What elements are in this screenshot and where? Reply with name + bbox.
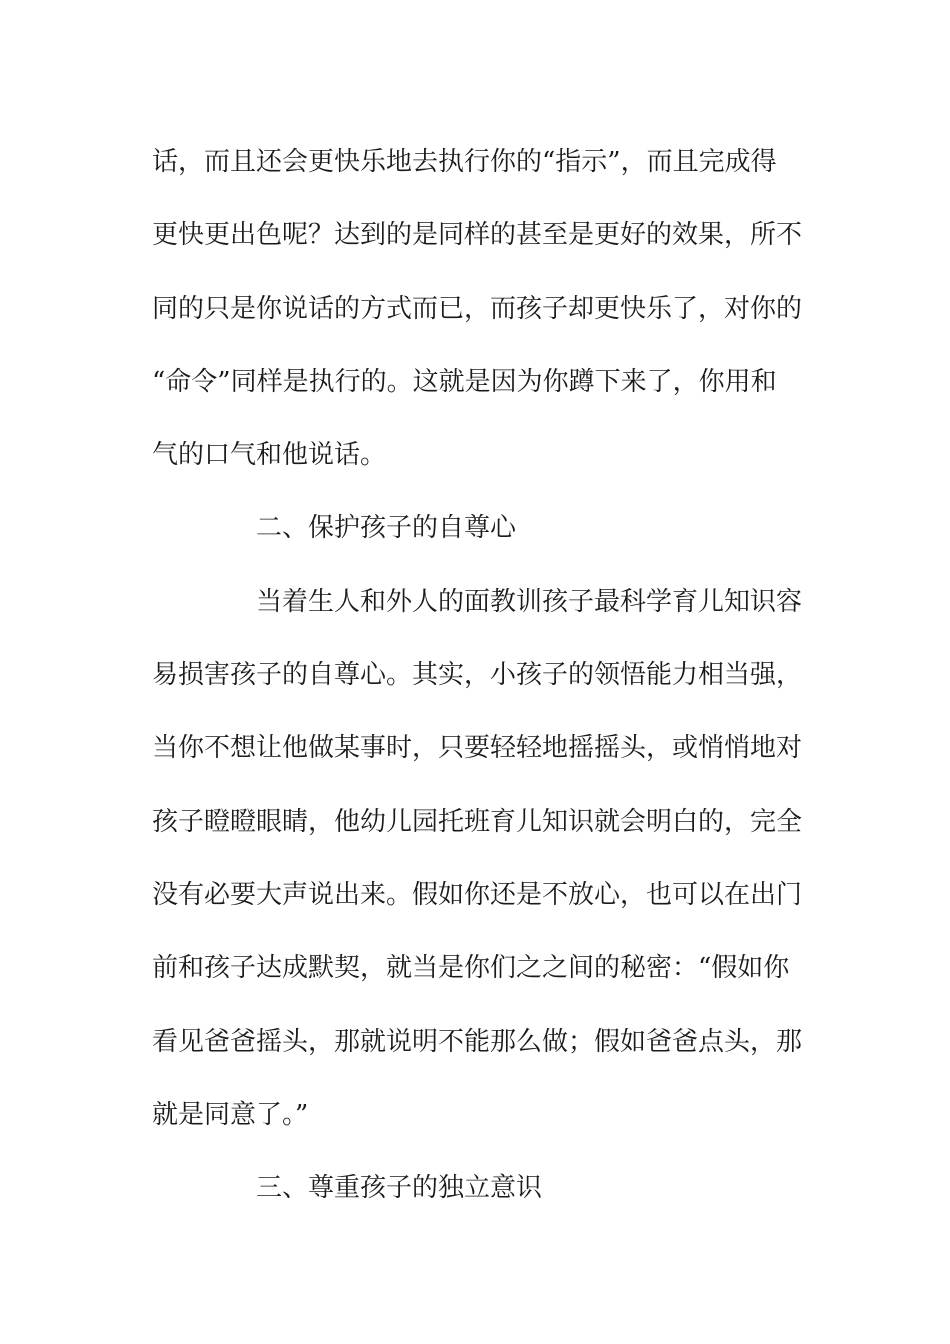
paragraph-line: 没有必要大声说出来。假如你还是不放心，也可以在出门 [152,879,803,910]
section-heading: 三、尊重孩子的独立意识 [256,1173,543,1204]
paragraph-line: 更快更出色呢？达到的是同样的甚至是更好的效果，所不 [152,220,803,251]
paragraph-line: 看见爸爸摇头，那就说明不能那么做；假如爸爸点头，那 [152,1026,803,1057]
paragraph-line: 同的只是你说话的方式而已，而孩子却更快乐了，对你的 [152,293,803,324]
paragraph-line: “命令”同样是执行的。这就是因为你蹲下来了，你用和 [152,366,777,397]
paragraph-line: 话，而且还会更快乐地去执行你的“指示”，而且完成得 [152,147,777,177]
paragraph-line: 当着生人和外人的面教训孩子最科学育儿知识容 [256,586,803,617]
paragraph-line: 当你不想让他做某事时，只要轻轻地摇摇头，或悄悄地对 [152,733,803,764]
paragraph-line: 孩子瞪瞪眼睛，他幼儿园托班育儿知识就会明白的，完全 [152,806,803,837]
paragraph-line: 易损害孩子的自尊心。其实，小孩子的领悟能力相当强， [152,660,803,691]
paragraph-line: 气的口气和他说话。 [152,440,387,471]
paragraph-line: 前和孩子达成默契，就当是你们之之间的秘密：“假如你 [152,953,790,984]
paragraph-line: 就是同意了。” [152,1099,309,1130]
body-text [152,126,803,1225]
section-heading: 二、保护孩子的自尊心 [256,513,517,544]
